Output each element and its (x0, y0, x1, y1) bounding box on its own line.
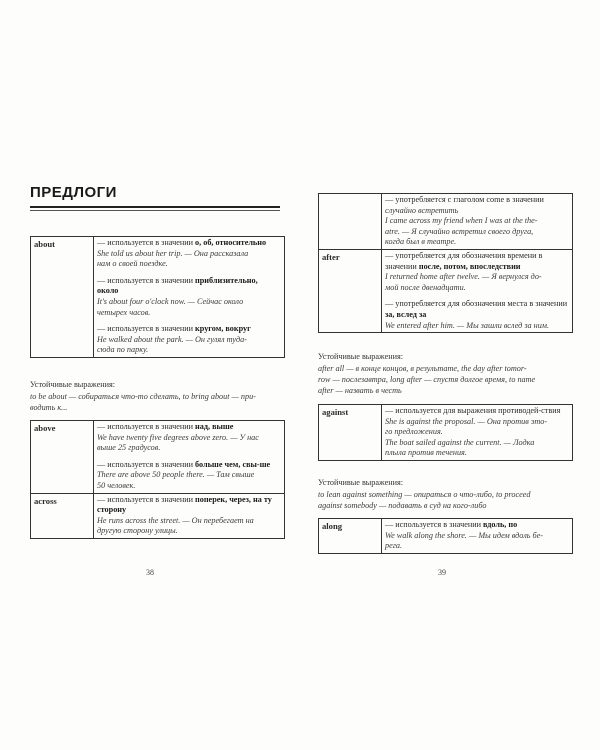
sense: — используется в значении приблизительно, около It's about four o'clock now. — Сейчас около четырех часов. (97, 276, 281, 318)
example: мой после двенадцати. (385, 282, 466, 292)
page-number: 39 (438, 568, 446, 577)
entry-word: along (319, 519, 382, 554)
stable-expressions-label: Устойчивые выражения: (318, 478, 404, 487)
sense: — используется для выражения противодей-ствия She is against the proposal. — Она против это- го предложения. The boat sailed against the current. — Лодка плыла против течения. (385, 406, 569, 459)
entry-word: across (31, 493, 94, 538)
entry-word: about (31, 237, 94, 358)
sense: — употребляется для обозначения времени в значении после, потом, впоследствии I returned home after twelve. — Я вернулся до- мой после двенадцати. (385, 251, 569, 293)
sense: — используется в значении поперек, через, на ту сторону He runs across the street. — Он перебегает на другую сторону улицы. (97, 495, 281, 537)
phrase-line: row — послезавтра, long after — спустя долгое время, to name (318, 375, 536, 384)
sense: — используется в значении о, об, относительно She told us about her trip. — Она рассказала нам о своей поездке. (97, 238, 281, 270)
entry-across-cont-after (318, 193, 573, 333)
example: We walk along the shore. — Мы идем вдоль бе- (385, 530, 544, 540)
example: сюда по парку. (97, 345, 149, 355)
example: когда был в театре. (385, 237, 457, 247)
entry-body (382, 519, 573, 554)
phrase-line: against somebody — подавать в суд на кого-либо (318, 501, 487, 510)
entry-body (382, 405, 573, 461)
example: 50 человек. (97, 480, 136, 490)
entry-word: above (31, 421, 94, 494)
example: случайно встретить (385, 205, 459, 215)
sense: — используется в значении вдоль, по We walk along the shore. — Мы идем вдоль бе- рега. (385, 520, 569, 552)
entry-above-across (30, 420, 285, 539)
entry-body (94, 493, 285, 538)
stable-expressions-label: Устойчивые выражения: (318, 352, 404, 361)
entry-across-continued (319, 194, 573, 250)
sense: — используется в значении над, выше We have twenty five degrees above zero. — У нас выше 25 градусов. (97, 422, 281, 454)
example: There are above 50 people there. — Там свыше (97, 470, 255, 480)
entry-body (94, 237, 285, 358)
example: плыла против течения. (385, 448, 467, 458)
example: She is against the proposal. — Она против это- (385, 416, 548, 426)
example: го предложения. (385, 427, 443, 437)
sense: — употребляется для обозначения места в значении за, вслед за We entered after him. — Мы зашли вслед за ним. (385, 299, 568, 330)
entry-against (318, 404, 573, 461)
entry-word: after (319, 249, 382, 332)
entry-body (382, 249, 573, 332)
entry-about (30, 236, 285, 358)
example: We have twenty five degrees above zero. — У нас (97, 432, 259, 442)
entry-above (31, 421, 285, 494)
sense: — используется в значении больше чем, свы-ше There are above 50 people there. — Там свыше 50 человек. (97, 460, 281, 492)
example: I returned home after twelve. — Я вернулся до- (385, 272, 542, 282)
example: четырех часов. (97, 307, 151, 317)
example: выше 25 градусов. (97, 443, 161, 453)
example: It's about four o'clock now. — Сейчас около (97, 296, 244, 306)
example: We entered after him. — Мы зашли вслед за ним. (385, 320, 550, 330)
page-number: 38 (146, 568, 154, 577)
example: I came across my friend when I was at the the- (385, 216, 538, 226)
example: The boat sailed against the current. — Лодка (385, 437, 535, 447)
entry-along (318, 518, 573, 554)
example: другую сторону улицы. (97, 526, 178, 536)
example: нам о своей поездке. (97, 259, 168, 269)
example: рега. (385, 541, 403, 551)
entry-across (31, 493, 285, 538)
example: atre. — Я случайно встретил своего друга, (385, 226, 534, 236)
example: She told us about her trip. — Она рассказала (97, 248, 249, 258)
entry-body (382, 194, 573, 250)
example: He runs across the street. — Он перебегает на (97, 515, 254, 525)
sense: — употребляется с глаголом come в значении случайно встретить I came across my friend when I was at the the- atre. — Я случайно встретил своего друга, когда был в театре. (385, 195, 569, 248)
right-page (300, 0, 600, 750)
page-title: ПРЕДЛОГИ (30, 184, 117, 201)
title-rule-thick (30, 206, 280, 208)
example: He walked about the park. — Он гулял туда- (97, 334, 247, 344)
phrase-line: after — назвать в честь (318, 386, 402, 395)
entry-word: against (319, 405, 382, 461)
phrase-line: to lean against something — опираться о что-либо, to proceed (318, 490, 531, 499)
stable-expressions-label: Устойчивые выражения: (30, 380, 116, 389)
title-rule-thin (30, 210, 280, 211)
phrase-line: after all — в конце концов, в результате, the day after tomor- (318, 364, 527, 373)
phrase-line: to be about — собираться что-то сделать, to bring about — при- (30, 392, 256, 401)
entry-body (94, 421, 285, 494)
phrase-line: водить к... (30, 403, 68, 412)
sense: — используется в значении кругом, вокруг He walked about the park. — Он гулял туда- сюда по парку. (97, 324, 281, 356)
entry-after (319, 249, 573, 332)
